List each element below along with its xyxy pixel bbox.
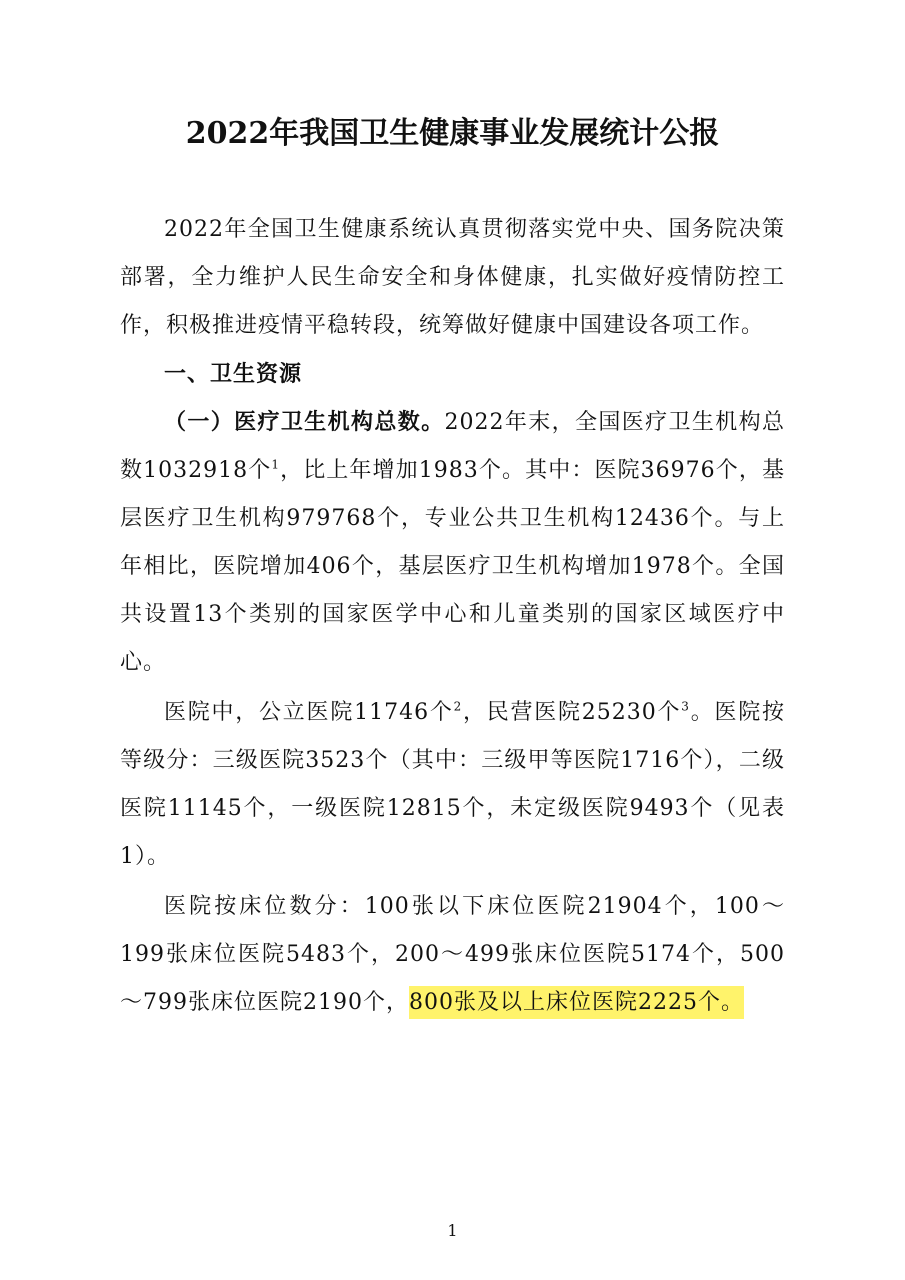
paragraph-text: 医院中，公立医院11746个 xyxy=(164,700,454,725)
paragraph-total-institutions xyxy=(120,398,785,687)
document-body xyxy=(120,206,785,1027)
section-heading-health-resources: 一、卫生资源 xyxy=(164,361,303,387)
paragraph-hospital-types xyxy=(120,689,785,881)
page-number: 1 xyxy=(447,1221,458,1240)
paragraph-bed-counts xyxy=(120,883,785,1027)
subsection-heading-total-institutions: （一）医疗卫生机构总数。 xyxy=(164,409,445,435)
footnote-marker: 1 xyxy=(271,457,280,472)
footnote-marker: 3 xyxy=(681,699,690,714)
paragraph-text: 2022年末，全国医疗卫生机构总数1032918个 xyxy=(120,410,785,483)
paragraph-text: ，比上年增加1983个。其中：医院36976个，基层医疗卫生机构979768个，专业公共卫生机构12436个。与上年相比，医院增加406个，基层医疗卫生机构增加1978个。全国共设置13个类别的国家医学中心和儿童类别的国家区域医疗中心。 xyxy=(120,458,785,675)
highlighted-text: 800张及以上床位医院2225个。 xyxy=(409,986,744,1019)
footnote-marker: 2 xyxy=(453,699,463,714)
paragraph-text: 。医院按等级分：三级医院3523个（其中：三级甲等医院1716个），二级医院11145个，一级医院12815个，未定级医院9493个（见表1）。 xyxy=(120,700,785,869)
paragraph-text: 医院按床位数分：100张以下床位医院21904个，100～199张床位医院5483个，200～499张床位医院5174个，500～799张床位医院2190个， xyxy=(120,894,785,1015)
paragraph-text: ，民营医院25230个 xyxy=(462,700,682,725)
intro-paragraph: 2022年全国卫生健康系统认真贯彻落实党中央、国务院决策部署，全力维护人民生命安全和身体健康，扎实做好疫情防控工作，积极推进疫情平稳转段，统筹做好健康中国建设各项工作。 xyxy=(120,217,785,338)
document-title: 2022年我国卫生健康事业发展统计公报 xyxy=(185,116,720,151)
